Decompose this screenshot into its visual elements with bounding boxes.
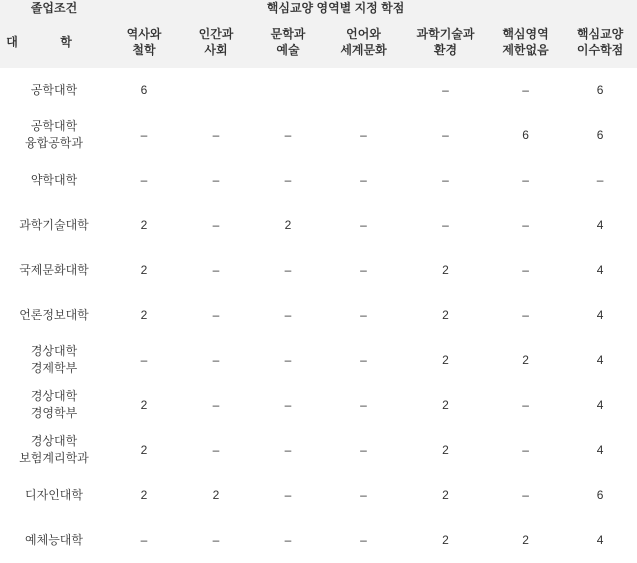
column-header-history-philosophy bbox=[108, 17, 180, 68]
college-name-line1: 디자인대학 bbox=[25, 487, 83, 502]
column-header-total-credits-line2: 이수학점 bbox=[576, 42, 624, 57]
college-name-cell bbox=[0, 113, 108, 158]
table-row bbox=[0, 428, 637, 473]
credit-cell: – bbox=[252, 293, 324, 338]
credit-cell: – bbox=[488, 383, 563, 428]
table-row bbox=[0, 518, 637, 563]
credit-cell: – bbox=[324, 338, 403, 383]
credit-cell: 2 bbox=[403, 518, 488, 563]
credit-cell: 2 bbox=[108, 293, 180, 338]
column-header-human-society-line1: 인간과 bbox=[198, 26, 234, 41]
table-row bbox=[0, 68, 637, 113]
credit-cell: – bbox=[488, 248, 563, 293]
college-name-cell bbox=[0, 518, 108, 563]
column-header-literature-art-line2: 예술 bbox=[276, 42, 300, 57]
credit-cell: 2 bbox=[403, 293, 488, 338]
credit-cell: 2 bbox=[403, 338, 488, 383]
table-column-header-row bbox=[0, 17, 637, 68]
credit-cell: – bbox=[403, 68, 488, 113]
credit-cell: 6 bbox=[563, 68, 637, 113]
column-header-human-society-line2: 사회 bbox=[204, 42, 228, 57]
college-name-line1: 공학대학 bbox=[30, 82, 78, 97]
credit-cell: – bbox=[180, 338, 252, 383]
college-name-line1: 약학대학 bbox=[30, 172, 78, 187]
column-header-human-society bbox=[180, 17, 252, 68]
college-name-line2: 경영학부 bbox=[30, 406, 78, 420]
credit-cell: – bbox=[252, 113, 324, 158]
column-header-history-philosophy-line1: 역사와 bbox=[126, 26, 162, 41]
column-header-total-credits-line1: 핵심교양 bbox=[576, 26, 624, 41]
column-header-total-credits bbox=[563, 17, 637, 68]
column-header-no-area-limit-line2: 제한없음 bbox=[502, 42, 549, 57]
credit-cell: – bbox=[180, 293, 252, 338]
college-name-cell bbox=[0, 203, 108, 248]
credit-cell: – bbox=[108, 158, 180, 203]
credit-cell: – bbox=[252, 158, 324, 203]
credit-cell: 4 bbox=[563, 428, 637, 473]
credit-cell: – bbox=[324, 203, 403, 248]
college-name-line1: 경상대학 bbox=[30, 389, 78, 403]
college-name-line1: 경상대학 bbox=[30, 344, 78, 358]
credit-cell: – bbox=[324, 428, 403, 473]
credit-cell: – bbox=[252, 518, 324, 563]
college-name-cell bbox=[0, 68, 108, 113]
column-header-science-environment-line2: 환경 bbox=[433, 42, 458, 57]
column-header-language-culture bbox=[324, 17, 403, 68]
column-header-science-environment bbox=[403, 17, 488, 68]
credit-cell bbox=[180, 68, 252, 113]
credit-cell: – bbox=[324, 248, 403, 293]
credit-cell: – bbox=[324, 113, 403, 158]
credit-cell: – bbox=[488, 203, 563, 248]
credit-cell: – bbox=[488, 428, 563, 473]
credit-cell: – bbox=[180, 158, 252, 203]
credit-cell: – bbox=[252, 428, 324, 473]
credit-cell: 2 bbox=[403, 473, 488, 518]
college-name-line1: 예체능대학 bbox=[25, 532, 83, 547]
credit-cell: – bbox=[563, 158, 637, 203]
table-body bbox=[0, 68, 637, 563]
college-name-line1: 공학대학 bbox=[30, 119, 78, 133]
group-header-core-liberal-arts: 핵심교양 영역별 지정 학점 bbox=[108, 0, 563, 17]
credit-cell: – bbox=[324, 473, 403, 518]
credit-cell: 2 bbox=[403, 428, 488, 473]
credit-cell: 2 bbox=[252, 203, 324, 248]
credit-cell: 4 bbox=[563, 338, 637, 383]
credit-cell: – bbox=[324, 518, 403, 563]
credit-cell: – bbox=[108, 113, 180, 158]
college-name-cell bbox=[0, 338, 108, 383]
column-header-language-culture-line2: 세계문화 bbox=[340, 42, 387, 57]
column-header-dae: 대 bbox=[0, 17, 24, 68]
credit-cell: – bbox=[488, 68, 563, 113]
credit-cell: 6 bbox=[488, 113, 563, 158]
credit-cell: – bbox=[252, 338, 324, 383]
credit-cell: 4 bbox=[563, 203, 637, 248]
credit-cell: – bbox=[180, 518, 252, 563]
credit-cell: – bbox=[180, 203, 252, 248]
college-name-cell bbox=[0, 158, 108, 203]
credit-cell: – bbox=[180, 428, 252, 473]
college-name-cell bbox=[0, 428, 108, 473]
credit-cell: 2 bbox=[488, 338, 563, 383]
credit-cell: – bbox=[108, 338, 180, 383]
credit-cell: – bbox=[324, 383, 403, 428]
college-name-line1: 언론정보대학 bbox=[19, 307, 89, 322]
table-row bbox=[0, 383, 637, 428]
table-row bbox=[0, 293, 637, 338]
credit-cell bbox=[252, 68, 324, 113]
college-name-line1: 과학기술대학 bbox=[19, 217, 89, 232]
credit-cell: – bbox=[324, 293, 403, 338]
group-header-empty bbox=[563, 0, 637, 17]
college-name-line1: 경상대학 bbox=[30, 434, 78, 448]
credit-cell: – bbox=[252, 473, 324, 518]
credit-cell: – bbox=[180, 113, 252, 158]
table-row bbox=[0, 338, 637, 383]
college-name-line1: 국제문화대학 bbox=[19, 262, 89, 277]
credit-cell: – bbox=[180, 383, 252, 428]
credit-cell: 2 bbox=[108, 203, 180, 248]
table-row bbox=[0, 473, 637, 518]
credit-cell: – bbox=[180, 248, 252, 293]
college-name-cell bbox=[0, 293, 108, 338]
college-name-cell bbox=[0, 473, 108, 518]
table-row bbox=[0, 158, 637, 203]
credit-cell: – bbox=[108, 518, 180, 563]
credit-cell bbox=[324, 68, 403, 113]
college-name-line2: 경제학부 bbox=[30, 361, 78, 375]
college-name-cell bbox=[0, 248, 108, 293]
credit-cell: 2 bbox=[108, 473, 180, 518]
credit-cell: – bbox=[488, 158, 563, 203]
credit-cell: – bbox=[403, 158, 488, 203]
credit-cell: 2 bbox=[180, 473, 252, 518]
college-name-line2: 보험계리학과 bbox=[19, 451, 89, 465]
credit-cell: – bbox=[403, 113, 488, 158]
credit-cell: 4 bbox=[563, 383, 637, 428]
column-header-no-area-limit-line1: 핵심영역 bbox=[502, 26, 549, 41]
column-header-history-philosophy-line2: 철학 bbox=[132, 42, 156, 57]
credit-cell: 6 bbox=[563, 473, 637, 518]
table-group-header-row bbox=[0, 0, 637, 17]
table-row bbox=[0, 248, 637, 293]
credit-cell: – bbox=[324, 158, 403, 203]
credit-cell: – bbox=[252, 248, 324, 293]
credit-cell: 6 bbox=[108, 68, 180, 113]
column-header-language-culture-line1: 언어와 bbox=[346, 26, 381, 41]
credit-cell: 2 bbox=[108, 248, 180, 293]
credit-cell: 4 bbox=[563, 248, 637, 293]
credit-cell: – bbox=[403, 203, 488, 248]
column-header-literature-art bbox=[252, 17, 324, 68]
credit-cell: 2 bbox=[488, 518, 563, 563]
table-row bbox=[0, 113, 637, 158]
credit-cell: 6 bbox=[563, 113, 637, 158]
column-header-literature-art-line1: 문학과 bbox=[270, 26, 306, 41]
column-header-no-area-limit bbox=[488, 17, 563, 68]
credit-cell: 4 bbox=[563, 518, 637, 563]
credit-cell: 2 bbox=[403, 383, 488, 428]
college-name-line2: 융합공학과 bbox=[25, 136, 83, 150]
credit-cell: – bbox=[252, 383, 324, 428]
credit-cell: 2 bbox=[108, 383, 180, 428]
college-name-cell bbox=[0, 383, 108, 428]
credit-cell: 2 bbox=[108, 428, 180, 473]
credit-cell: – bbox=[488, 293, 563, 338]
column-header-hak: 학 bbox=[24, 17, 108, 68]
credit-cell: 4 bbox=[563, 293, 637, 338]
credit-cell: 2 bbox=[403, 248, 488, 293]
table-row bbox=[0, 203, 637, 248]
credit-cell: – bbox=[488, 473, 563, 518]
group-header-graduation-condition: 졸업조건 bbox=[0, 0, 108, 17]
column-header-science-environment-line1: 과학기술과 bbox=[416, 26, 475, 41]
table-header bbox=[0, 0, 637, 68]
